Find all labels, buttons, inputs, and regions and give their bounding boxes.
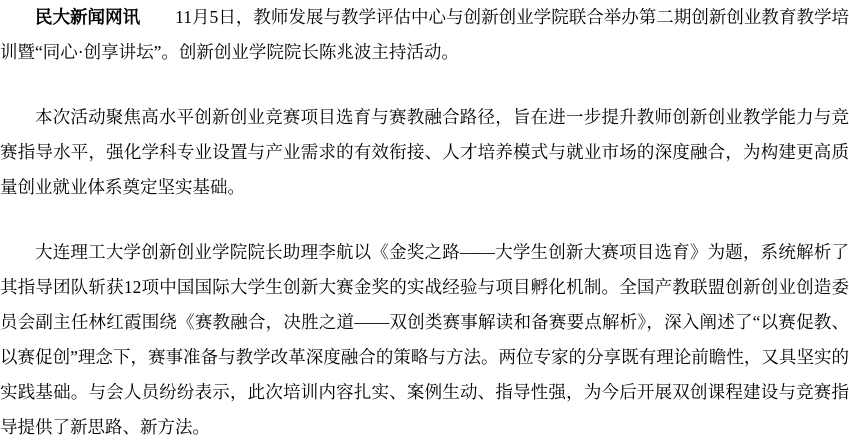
paragraph-intro: [0, 0, 849, 70]
paragraph-activity-focus: 本次活动聚焦高水平创新创业竞赛项目选育与赛教融合路径，旨在进一步提升教师创新创业教学能力与竞赛指导水平，强化学科专业设置与产业需求的有效衔接、人才培养模式与就业市场的深度融合，为构建更高质量创业就业体系奠定坚实基础。: [0, 107, 849, 197]
paragraph-speakers-detail: 大连理工大学创新创业学院院长助理李航以《金奖之路——大学生创新大赛项目选育》为题，系统解析了其指导团队斩获12项中国国际大学生创新大赛金奖的实战经验与项目孵化机制。全国产教联盟创新创业创造委员会副主任林红霞围绕《赛教融合，决胜之道——双创类赛事解读和备赛要点解析》，深入阐述了“以赛促教、以赛促创”理念下，赛事准备与教学改革深度融合的策略与方法。两位专家的分享既有理论前瞻性，又具坚实的实践基础。与会人员纷纷表示，此次培训内容扎实、案例生动、指导性强，为今后开展双创课程建设与竞赛指导提供了新思路、新方法。: [0, 242, 849, 437]
news-source-label: 民大新闻网讯: [35, 7, 141, 27]
paragraph-intro-text: 11月5日，教师发展与教学评估中心与创新创业学院联合举办第二期创新创业教育教学培训暨“同心·创享讲坛”。创新创业学院院长陈兆波主持活动。: [0, 7, 849, 62]
lead-separator: [140, 7, 175, 27]
